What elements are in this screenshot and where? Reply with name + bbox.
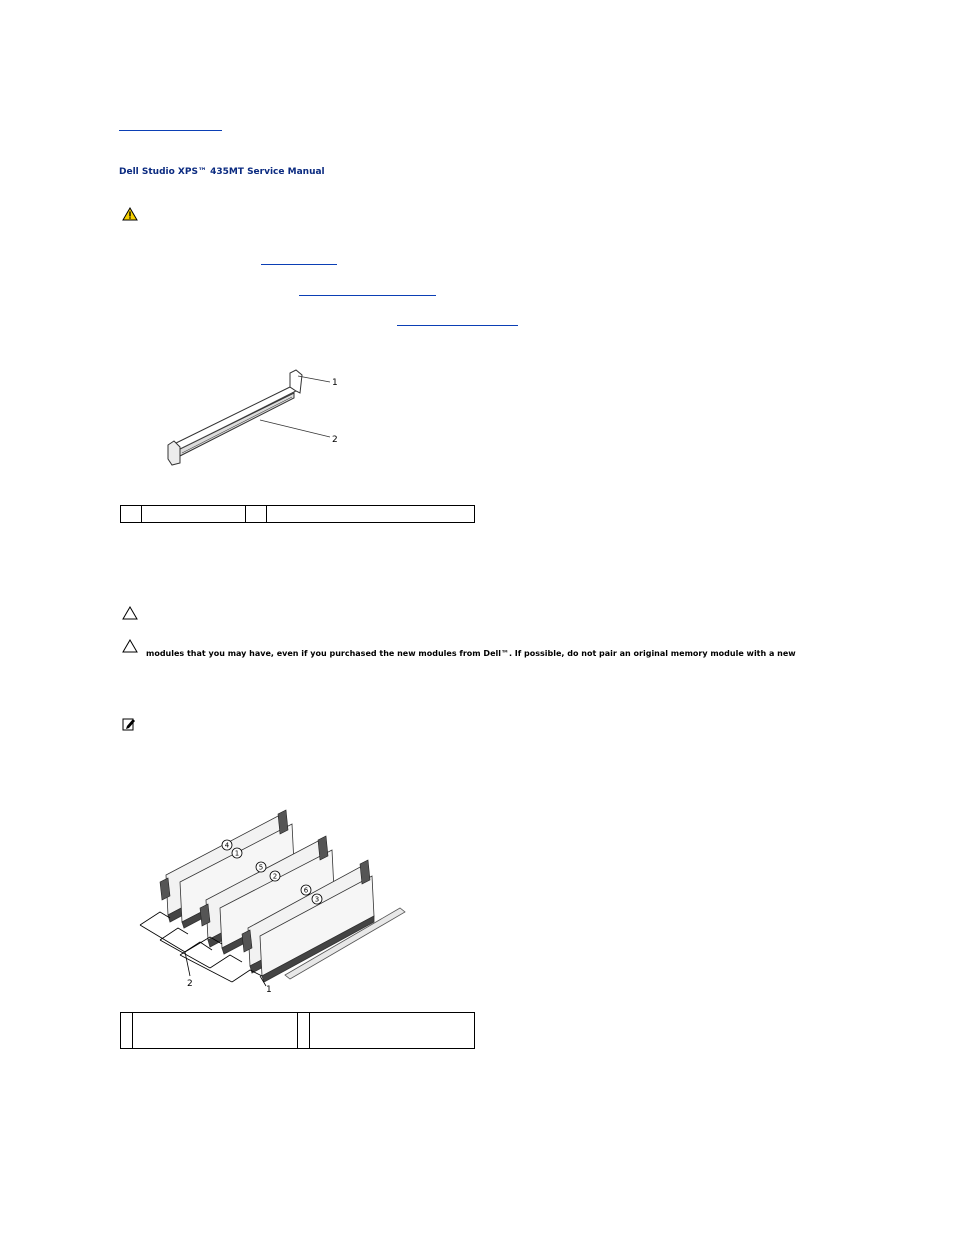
- page-title: Dell Studio XPS™ 435MT Service Manual: [119, 167, 325, 177]
- callout-number-cell: [246, 506, 267, 523]
- callout-label-cell: [133, 1013, 298, 1049]
- slot-label: 6: [303, 886, 309, 895]
- callout-number-cell: [298, 1013, 310, 1049]
- slot-label: 3: [314, 895, 320, 904]
- callout-table-1: [120, 505, 475, 523]
- callout-label-cell: [310, 1013, 475, 1049]
- slot-label: 4: [224, 841, 230, 850]
- callout-2: 2: [187, 979, 193, 989]
- callout-number-cell: [121, 506, 142, 523]
- back-to-contents-link[interactable]: [119, 130, 222, 131]
- callout-number-cell: [121, 1013, 133, 1049]
- callout-table-2: [120, 1012, 475, 1049]
- callout-line-1: [298, 376, 330, 382]
- callout-label-cell: [142, 506, 246, 523]
- callout-1: 1: [332, 378, 338, 388]
- caution-triangle-icon: [122, 639, 138, 653]
- slot-label: 5: [258, 863, 264, 872]
- note-pencil-icon: [122, 717, 136, 731]
- callout-line-2: [260, 420, 330, 437]
- slot-label: 2: [272, 872, 278, 881]
- before-you-begin-link[interactable]: [261, 264, 337, 265]
- callout-2: 2: [332, 435, 338, 445]
- caution-triangle-icon: [122, 606, 138, 620]
- callout-1: 1: [266, 985, 272, 995]
- computer-cover-link[interactable]: [299, 295, 436, 296]
- memory-connector-figure: [160, 365, 350, 470]
- memory-slots-figure: [130, 800, 420, 1000]
- system-board-link[interactable]: [397, 325, 518, 326]
- warning-triangle-icon: [122, 207, 138, 221]
- slot-label: 1: [234, 849, 240, 858]
- callout-label-cell: [267, 506, 475, 523]
- caution-text: modules that you may have, even if you purchased the new modules from Dell™. If possible, do not pair an original memory module with a new: [146, 649, 796, 658]
